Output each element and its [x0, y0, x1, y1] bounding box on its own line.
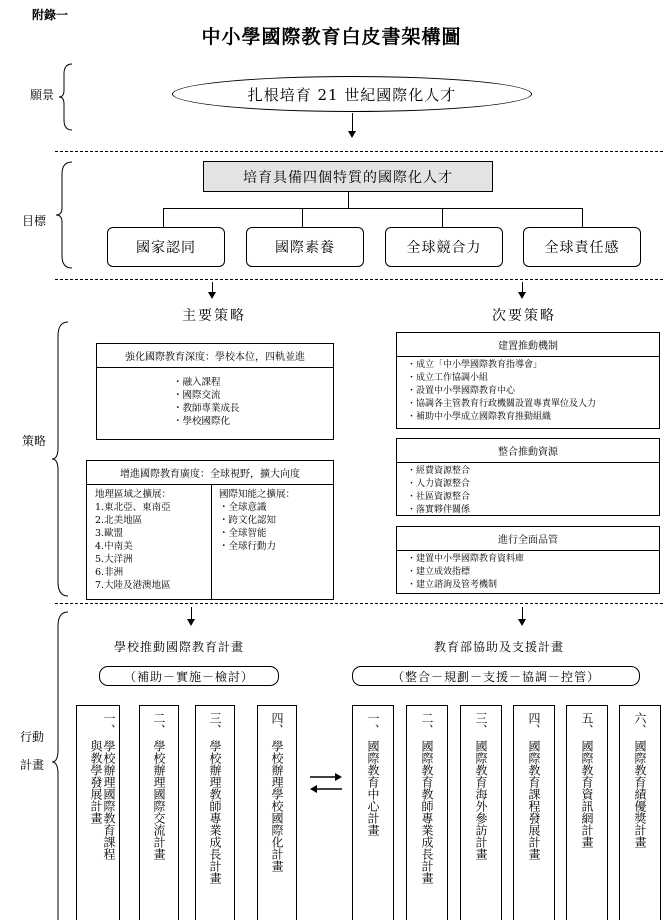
column-number: 二、: [152, 712, 166, 736]
goal-main-box: 培育具備四個特質的國際化人才: [203, 161, 493, 192]
school-plan-column-4: [257, 705, 297, 920]
mechanism-title: 建置推動機制: [397, 333, 659, 357]
mechanism-panel: [396, 332, 660, 429]
quality-list: [397, 551, 659, 592]
goal-connector-1: [163, 208, 164, 227]
list-item: ・學校國際化: [173, 416, 231, 427]
vision-brace: [58, 62, 76, 132]
column-number: 三、: [208, 712, 222, 736]
column-text: 國際教育中心計畫: [366, 740, 380, 836]
list-item: 3.歐盟: [95, 528, 124, 539]
mechanism-list: [397, 357, 659, 424]
moe-plan-column-2: [406, 705, 448, 920]
column-text: 學校辦理國際教育課程: [102, 740, 116, 860]
resources-title: 整合推動資源: [397, 439, 659, 463]
label-plan: 計畫: [20, 758, 45, 772]
list-item: ・融入課程: [173, 377, 221, 388]
goals-brace: [54, 160, 76, 270]
list-item: ・補助中小學成立國際教育推動組織: [407, 412, 552, 422]
list-item: ・社區資源整合: [407, 492, 471, 502]
moe-plan-column-3: [460, 705, 502, 920]
moe-plan-column-5: [566, 705, 608, 920]
column-text: 國際教育課程發展計畫: [527, 740, 541, 860]
quality-panel: [396, 526, 660, 594]
list-item: ・建立諮詢及管考機制: [407, 580, 498, 590]
goal-national-identity: 國家認同: [107, 227, 225, 267]
vision-arrow-line: [352, 113, 353, 131]
list-title: 國際知能之擴展：: [219, 489, 296, 500]
school-plan-heading: 學校推動國際教育計畫: [114, 640, 245, 654]
column-number: 一、: [366, 712, 380, 736]
geographic-expansion-list: [95, 488, 171, 592]
depth-strategy-title: 強化國際教育深度：學校本位，四軌並進: [97, 344, 333, 368]
school-plan-column-1: [76, 705, 120, 920]
column-text: 國際教育資訊網計畫: [580, 740, 594, 848]
moe-plan-heading: 教育部協助及支援計畫: [434, 640, 565, 654]
vision-ellipse: 扎根培育 21 世紀國際化人才: [172, 76, 532, 112]
main-strategy-arrow-head: [208, 292, 216, 299]
column-text: 學校辦理學校國際化計畫: [270, 740, 284, 872]
column-text: 國際教育績優獎計畫: [633, 740, 647, 848]
divider-3: [55, 603, 663, 604]
moe-plan-column-6: [619, 705, 661, 920]
list-item: ・協調各主管教育行政機關設置專責單位及人力: [407, 399, 597, 409]
resources-panel: [396, 438, 660, 516]
list-item: ・經費資源整合: [407, 466, 471, 476]
list-item: ・成立工作協調小組: [407, 373, 489, 383]
column-text: 國際教育教師專業成長計畫: [420, 740, 434, 884]
goal-international-literacy: 國際素養: [246, 227, 364, 267]
quality-title: 進行全面品管: [397, 527, 659, 551]
moe-plan-column-4: [513, 705, 555, 920]
list-item: ・成立「中小學國際教育指導會」: [407, 360, 543, 370]
breadth-strategy-title: 增進國際教育廣度：全球視野，擴大向度: [87, 461, 333, 485]
strategies-brace: [50, 320, 72, 600]
label-action: 行動: [20, 730, 45, 744]
list-item: 4.中南美: [95, 541, 133, 552]
goal-global-responsibility: 全球責任感: [523, 227, 641, 267]
page-title: 中小學國際教育白皮書架構圖: [201, 26, 462, 48]
column-text: 學校辦理國際交流計畫: [152, 740, 166, 860]
list-item: 2.北美地區: [95, 515, 143, 526]
column-number: 四、: [270, 712, 284, 736]
secondary-strategy-heading: 次要策略: [492, 308, 556, 324]
breadth-divider: [211, 484, 212, 600]
goal-connector-stem: [348, 192, 349, 208]
list-item: 7.大陸及港澳地區: [95, 580, 171, 591]
label-goals: 目標: [22, 214, 47, 228]
divider-1: [55, 151, 663, 152]
moe-plan-arrow-head: [518, 619, 526, 626]
goal-global-competitiveness: 全球競合力: [385, 227, 503, 267]
vision-arrow-head: [348, 131, 356, 138]
moe-plan-cycle: （整合－規劃－支援－協調－控管）: [352, 666, 640, 686]
main-strategy-heading: 主要策略: [182, 308, 246, 324]
column-text: 學校辦理教師專業成長計畫: [208, 740, 222, 884]
list-item: ・建立成效指標: [407, 567, 471, 577]
breadth-strategy-panel: [86, 460, 334, 600]
divider-2: [55, 279, 663, 280]
resources-list: [397, 463, 659, 517]
list-item: ・教師專業成長: [173, 403, 240, 414]
column-number: 一、: [102, 712, 116, 736]
list-item: ・設置中小學國際教育中心: [407, 386, 516, 396]
list-item: ・全球行動力: [219, 541, 277, 552]
list-item: ・跨文化認知: [219, 515, 277, 526]
column-text-second: 與教學發展計畫: [89, 740, 103, 824]
list-item: ・人力資源整合: [407, 479, 471, 489]
list-item: ・全球意識: [219, 502, 267, 513]
list-item: 1.東北亞、東南亞: [95, 502, 171, 513]
list-item: ・建置中小學國際教育資料庫: [407, 554, 525, 564]
list-item: 6.非洲: [95, 567, 124, 578]
column-text: 國際教育海外參訪計畫: [474, 740, 488, 860]
appendix-label: 附錄一: [32, 8, 69, 22]
column-number: 五、: [580, 712, 594, 736]
goal-connector-bar: [163, 208, 583, 209]
knowledge-expansion-list: [219, 488, 295, 553]
column-number: 四、: [527, 712, 541, 736]
column-number: 三、: [474, 712, 488, 736]
label-vision: 願景: [30, 88, 55, 102]
list-item: ・落實夥伴關係: [407, 505, 471, 515]
goal-connector-4: [582, 208, 583, 227]
school-plan-arrow-head: [187, 619, 195, 626]
list-item: 5.大洋洲: [95, 554, 133, 565]
depth-strategy-list: [97, 368, 333, 428]
goal-connector-2: [302, 208, 303, 227]
column-number: 六、: [633, 712, 647, 736]
school-plan-cycle: （補助－實施－檢討）: [99, 666, 279, 686]
list-title: 地理區域之擴展：: [95, 489, 172, 500]
action-brace: [50, 610, 72, 920]
list-item: ・全球智能: [219, 528, 267, 539]
school-plan-column-3: [195, 705, 235, 920]
secondary-strategy-arrow-head: [518, 292, 526, 299]
column-number: 二、: [420, 712, 434, 736]
school-plan-column-2: [139, 705, 179, 920]
moe-plan-column-1: [352, 705, 394, 920]
list-item: ・國際交流: [173, 390, 221, 401]
bidirectional-arrows: [308, 770, 344, 796]
goal-connector-3: [442, 208, 443, 227]
label-strategies: 策略: [22, 434, 47, 448]
depth-strategy-panel: [96, 343, 334, 440]
